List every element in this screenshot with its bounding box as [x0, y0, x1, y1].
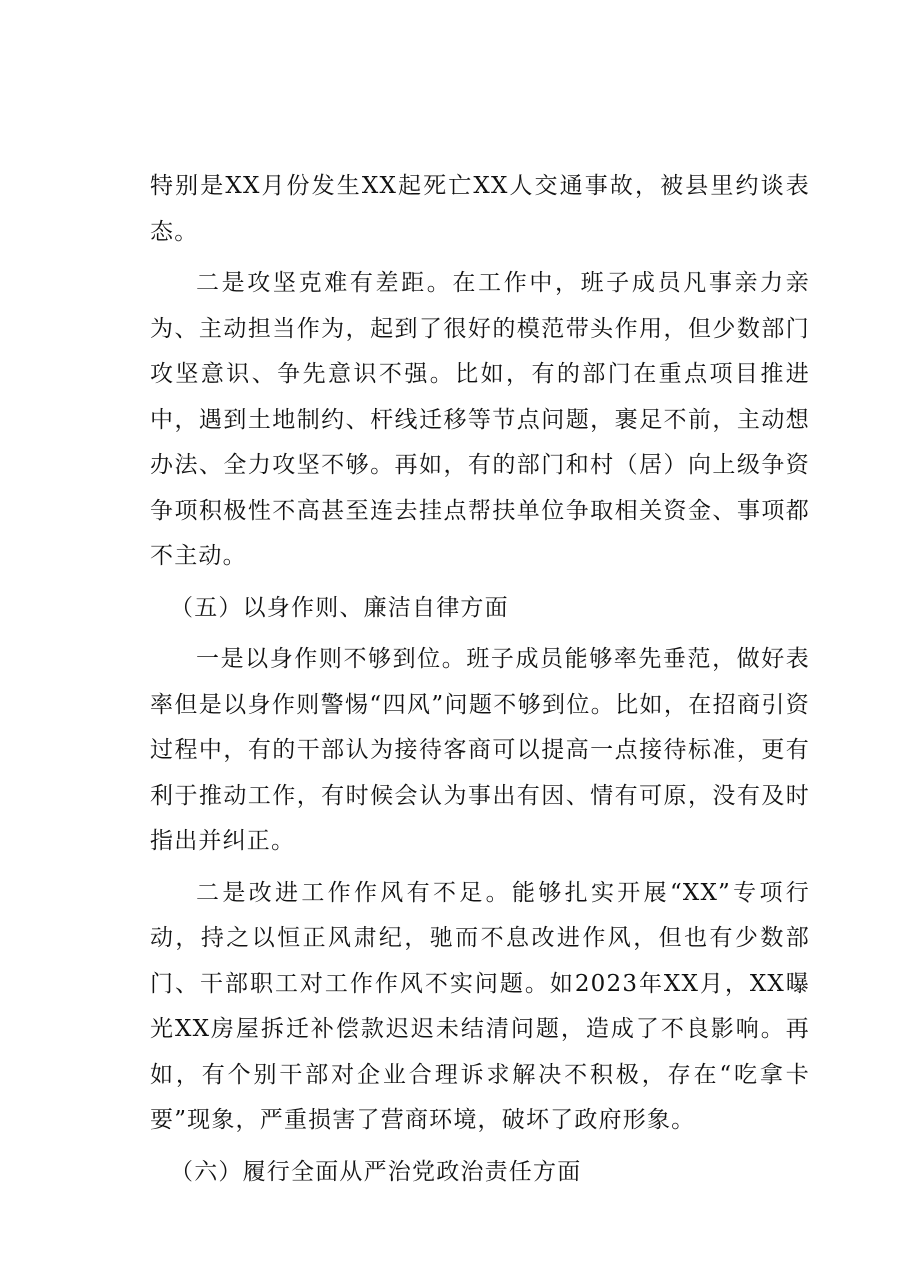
document-body [150, 164, 810, 1195]
section-heading-six: （六）履行全面从严治党政治责任方面 [170, 1158, 582, 1185]
paragraph-work-style: 二是改进工作作风有不足。能够扎实开展“XX”专项行动，持之以恒正风肃纪，驰而不息改进作风，但也有少数部门、干部职工对工作作风不实问题。如2023年XX月，XX曝光XX房屋拆迁补偿款迟迟未结清问题，造成了不良影响。再如，有个别干部对企业合理诉求解决不积极，存在“吃拿卡要”现象，严重损害了营商环境，破坏了政府形象。 [150, 879, 810, 1133]
paragraph-leading-by-example: 一是以身作则不够到位。班子成员能够率先垂范，做好表率但是以身作则警惕“四风”问题不够到位。比如，在招商引资过程中，有的干部认为接待客商可以提高一点接待标准，更有利于推动工作，有时候会认为事出有因、情有可原，没有及时指出并纠正。 [150, 646, 810, 854]
section-heading-five: （五）以身作则、廉洁自律方面 [170, 594, 509, 621]
paragraph-continuation: 特别是XX月份发生XX起死亡XX人交通事故，被县里约谈表态。 [150, 173, 810, 245]
paragraph-tackling-difficulties: 二是攻坚克难有差距。在工作中，班子成员凡事亲力亲为、主动担当作为，起到了很好的模范带头作用，但少数部门攻坚意识、争先意识不强。比如，有的部门在重点项目推进中，遇到土地制约、杆线迁移等节点问题，裹足不前，主动想办法、全力攻坚不够。再如，有的部门和村（居）向上级争资争项积极性不高甚至连去挂点帮扶单位争取相关资金、事项都不主动。 [150, 270, 810, 569]
